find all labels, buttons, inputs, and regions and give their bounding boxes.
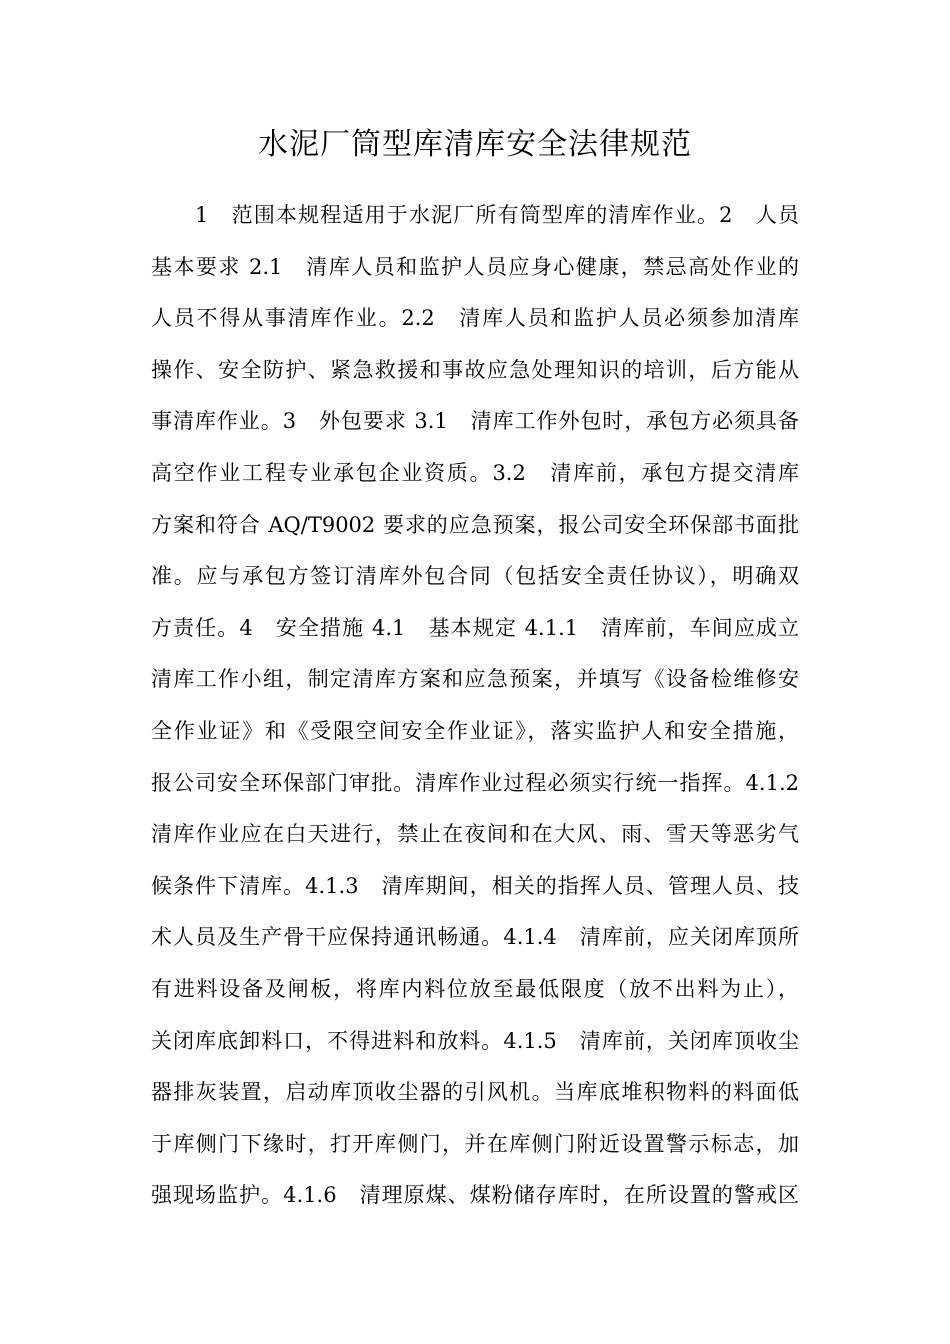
body-line: 器排灰装置，启动库顶收尘器的引风机。当库底堆积物料的料面低 xyxy=(151,1080,799,1105)
body-line: 方案和符合 AQ/T9002 要求的应急预案，报公司安全环保部书面批 xyxy=(151,512,799,537)
body-line: 关闭库底卸料口，不得进料和放料。4.1.5 清库前，关闭库顶收尘 xyxy=(151,1028,799,1053)
body-line: 候条件下清库。4.1.3 清库期间，相关的指挥人员、管理人员、技 xyxy=(151,873,799,898)
body-line: 准。应与承包方签订清库外包合同（包括安全责任协议），明确双 xyxy=(151,564,799,589)
body-line: 清库作业应在白天进行，禁止在夜间和在大风、雨、雪天等恶劣气 xyxy=(151,822,799,847)
body-line: 方责任。4 安全措施 4.1 基本规定 4.1.1 清库前，车间应成立 xyxy=(151,615,799,640)
body-line: 1 范围本规程适用于水泥厂所有筒型库的清库作业。2 人员 xyxy=(195,203,799,227)
body-line: 事清库作业。3 外包要求 3.1 清库工作外包时，承包方必须具备 xyxy=(151,409,799,434)
document-title: 水泥厂筒型库清库安全法律规范 xyxy=(258,127,692,162)
body-line: 强现场监护。4.1.6 清理原煤、煤粉储存库时，在所设置的警戒区 xyxy=(151,1183,799,1208)
body-line: 人员不得从事清库作业。2.2 清库人员和监护人员必须参加清库 xyxy=(151,306,799,331)
body-line: 术人员及生产骨干应保持通讯畅通。4.1.4 清库前，应关闭库顶所 xyxy=(151,925,799,950)
body-line: 有进料设备及闸板，将库内料位放至最低限度（放不出料为止）， xyxy=(151,976,799,1001)
body-line: 于库侧门下缘时，打开库侧门，并在库侧门附近设置警示标志，加 xyxy=(151,1131,799,1156)
body-line: 操作、安全防护、紧急救援和事故应急处理知识的培训，后方能从 xyxy=(151,357,799,382)
body-line: 全作业证》和《受限空间安全作业证》，落实监护人和安全措施， xyxy=(151,718,799,743)
body-line: 高空作业工程专业承包企业资质。3.2 清库前，承包方提交清库 xyxy=(151,460,799,485)
document-body xyxy=(151,190,799,1222)
body-line: 报公司安全环保部门审批。清库作业过程必须实行统一指挥。4.1.2 xyxy=(151,770,799,795)
body-line: 清库工作小组，制定清库方案和应急预案，并填写《设备检维修安 xyxy=(151,667,799,692)
body-line: 基本要求 2.1 清库人员和监护人员应身心健康，禁忌高处作业的 xyxy=(151,254,799,279)
